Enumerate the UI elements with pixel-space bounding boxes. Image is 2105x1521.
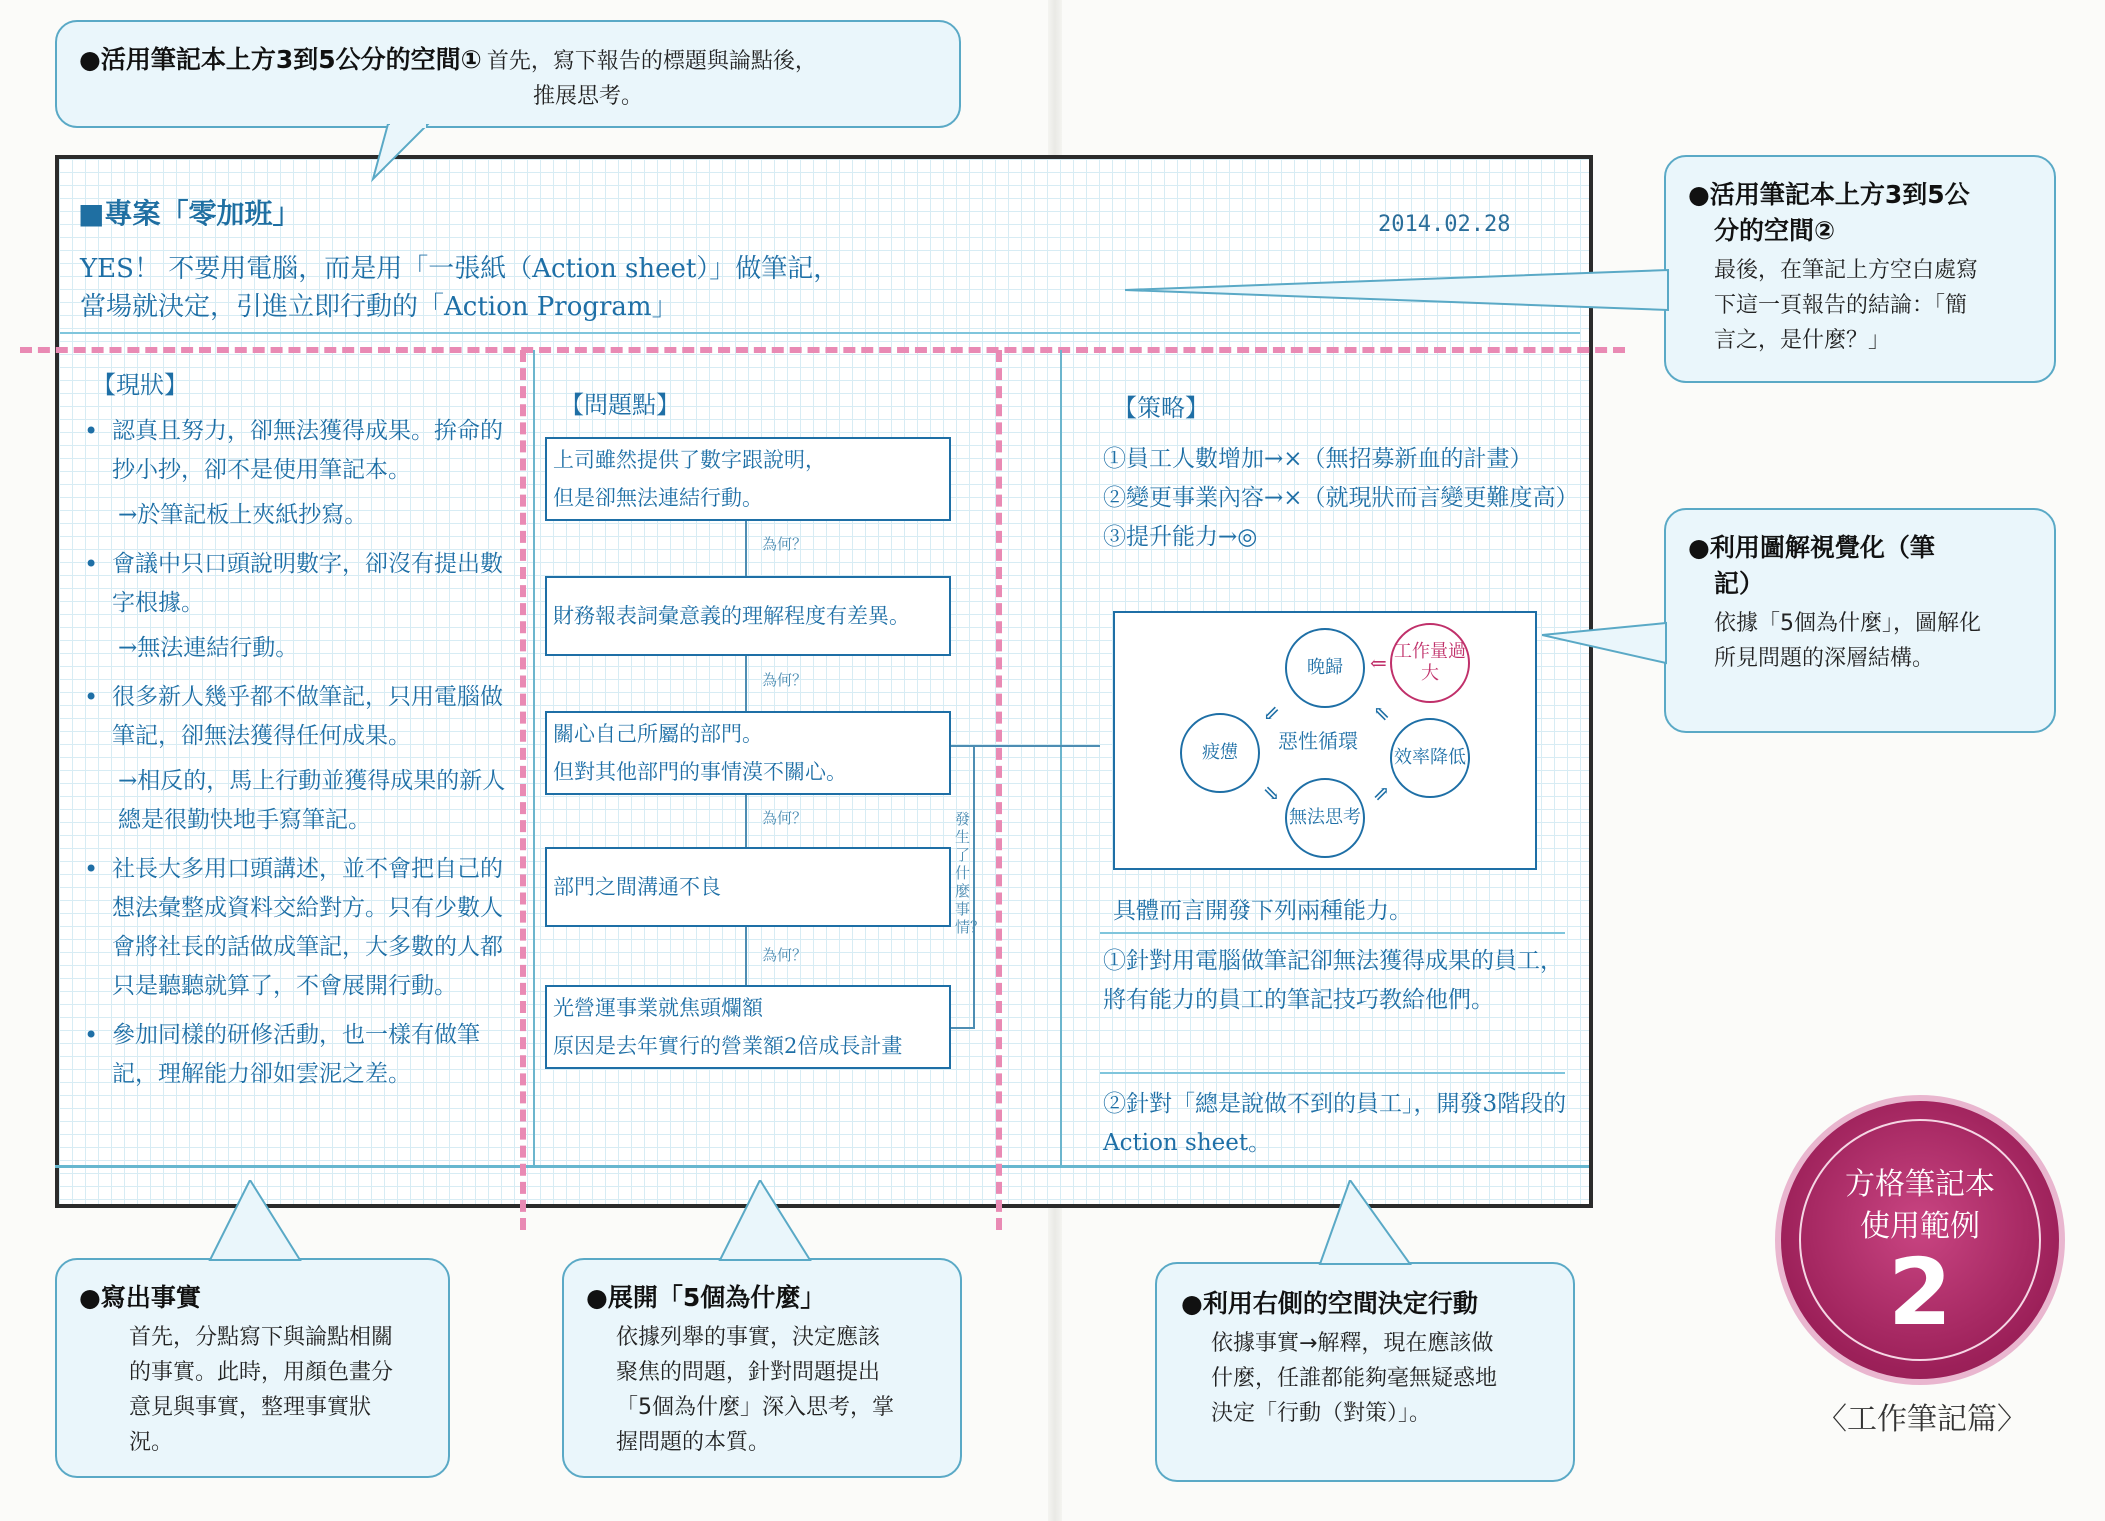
ability-1: ①針對用電腦做筆記卻無法獲得成果的員工，將有能力的員工的筆記技巧教給他們。 bbox=[1103, 948, 1563, 1013]
conclusion-line: 當場就決定，引進立即行動的「Action Program」 bbox=[80, 292, 678, 322]
problem-box-1 bbox=[545, 437, 951, 521]
callout-line: 所見問題的深層結構。 bbox=[1714, 646, 1935, 671]
callout-title: 記） bbox=[1714, 569, 1765, 598]
problem-line: 原因是去年實行的營業額2倍成長計畫 bbox=[553, 1034, 903, 1058]
badge-line-1: 方格筆記本 bbox=[1845, 1167, 1995, 1202]
flow-connector bbox=[745, 927, 747, 985]
problem-line: 但是卻無法連結行動。 bbox=[553, 486, 763, 510]
flow-connector bbox=[745, 656, 747, 711]
callout-line: 什麼，任誰都能夠毫無疑惑地 bbox=[1211, 1366, 1498, 1391]
cycle-node-efficiency: 效率降低 bbox=[1390, 718, 1470, 798]
strategy-heading: 【策略】 bbox=[1113, 394, 1209, 422]
callout-line: 最後，在筆記上方空白處寫 bbox=[1714, 258, 1979, 283]
dashed-divider-left bbox=[520, 350, 526, 1230]
callout-bottom-2-tail bbox=[700, 1180, 830, 1262]
fact-text: 認真且努力，卻無法獲得成果。拚命的抄小抄，卻不是使用筆記本。 bbox=[112, 418, 503, 483]
cycle-arrow-icon: ⇗ bbox=[1373, 781, 1390, 805]
badge-line-2: 使用範例 bbox=[1860, 1209, 1980, 1244]
callout-title: ●活用筆記本上方3到5公 bbox=[1688, 180, 1970, 209]
flow-connector bbox=[745, 521, 747, 576]
page-bottom-line bbox=[55, 1165, 1589, 1168]
callout-line: 決定「行動（對策）」。 bbox=[1211, 1401, 1432, 1426]
callout-line: 意見與事實，整理事實狀 bbox=[129, 1395, 372, 1420]
callout-title: ●利用圖解視覺化（筆 bbox=[1688, 533, 1935, 562]
callout-line: 下這一頁報告的結論：「簡 bbox=[1714, 293, 1968, 318]
callout-right-1 bbox=[1664, 155, 2056, 383]
ability-rule bbox=[1100, 1072, 1565, 1074]
callout-line: 況。 bbox=[129, 1430, 174, 1455]
strategy-item: ②變更事業內容→×（就現狀而言變更難度高） bbox=[1103, 485, 1579, 511]
problem-line: 部門之間溝通不良 bbox=[553, 875, 721, 899]
callout-title: ●展開「5個為什麼」 bbox=[586, 1283, 826, 1312]
cycle-center-label: 惡性循環 bbox=[1278, 729, 1358, 753]
arrow-to-strategy bbox=[975, 745, 1100, 747]
callout-body bbox=[1181, 1326, 1549, 1431]
fact-text: 參加同樣的研修活動，也一樣有做筆記，理解能力卻如雲泥之差。 bbox=[112, 1022, 480, 1087]
side-note: 發生了什麼事情？ bbox=[955, 810, 986, 936]
cycle-arrow-icon: ⇖ bbox=[1373, 701, 1390, 725]
callout-line: 「5個為什麼」深入思考，掌 bbox=[616, 1395, 894, 1420]
callout-right-2 bbox=[1664, 508, 2056, 733]
callout-body bbox=[1688, 606, 2032, 676]
callout-line: 依據「5個為什麼」，圖解化 bbox=[1714, 611, 1981, 636]
callout-bottom-2 bbox=[562, 1258, 962, 1478]
callout-top-tail bbox=[368, 124, 448, 184]
project-title: ■專案「零加班」 bbox=[78, 197, 301, 230]
cycle-node-late: 晚歸 bbox=[1285, 628, 1365, 708]
list-item: • 會議中只口頭說明數字，卻沒有提出數字根據。 →無法連結行動。 bbox=[80, 545, 512, 668]
cycle-node-cannot-think: 無法思考 bbox=[1285, 778, 1365, 858]
callout-line: 握問題的本質。 bbox=[616, 1430, 771, 1455]
callout-body bbox=[586, 1320, 938, 1460]
cycle-arrow-icon: ⇘ bbox=[1263, 781, 1280, 805]
fact-sub: →無法連結行動。 bbox=[118, 635, 299, 661]
callout-title: ●寫出事實 bbox=[79, 1283, 201, 1312]
callout-bottom-1-tail bbox=[190, 1180, 320, 1262]
note-date: 2014.02.28 bbox=[1378, 212, 1511, 237]
vicious-cycle-diagram bbox=[1113, 611, 1537, 870]
callout-bottom-3 bbox=[1155, 1262, 1575, 1482]
conclusion-line: YES！ 不要用電腦，而是用「一張紙（Action sheet）」做筆記， bbox=[80, 254, 840, 284]
problem-line: 但對其他部門的事情漠不關心。 bbox=[553, 760, 847, 784]
problem-box-5 bbox=[545, 985, 951, 1069]
problem-box-4 bbox=[545, 847, 951, 927]
problem-line: 光營運事業就焦頭爛額 bbox=[553, 996, 763, 1020]
ability-rule bbox=[1100, 932, 1565, 934]
callout-title: ●活用筆記本上方3到5公分的空間① bbox=[79, 45, 482, 74]
status-list bbox=[80, 412, 512, 1104]
fact-text: 很多新人幾乎都不做筆記，只用電腦做筆記，卻無法獲得任何成果。 bbox=[112, 684, 503, 749]
callout-right-1-tail bbox=[1125, 262, 1670, 322]
cycle-arrow-icon: ⇐ bbox=[1370, 651, 1387, 675]
fact-text: 社長大多用口頭講述，並不會把自己的想法彙整成資料交給對方。只有少數人會將社長的話做成筆記，大多數的人都只是聽聽就算了，不會展開行動。 bbox=[112, 856, 503, 999]
callout-title: ●利用右側的空間決定行動 bbox=[1181, 1289, 1478, 1318]
status-heading: 【現狀】 bbox=[92, 371, 188, 399]
callout-line: 依據事實→解釋，現在應該做 bbox=[1211, 1331, 1494, 1356]
top-dashed-divider bbox=[20, 347, 1625, 353]
problems-heading: 【問題點】 bbox=[560, 391, 680, 419]
why-label: 為何？ bbox=[762, 946, 808, 964]
fact-text: 會議中只口頭說明數字，卻沒有提出數字根據。 bbox=[112, 551, 503, 616]
cycle-arrow-icon: ⇙ bbox=[1263, 701, 1280, 725]
callout-body: 推展思考。 bbox=[532, 84, 643, 109]
problem-line: 財務報表詞彙意義的理解程度有差異。 bbox=[553, 604, 910, 628]
cycle-node-overload: 工作量過大 bbox=[1390, 623, 1470, 703]
callout-body bbox=[79, 1320, 426, 1460]
problem-line: 關心自己所屬的部門。 bbox=[553, 722, 763, 746]
list-item: • 很多新人幾乎都不做筆記，只用電腦做筆記，卻無法獲得任何成果。 →相反的，馬上行動並獲得成果的新人總是很勤快地手寫筆記。 bbox=[80, 678, 512, 840]
top-margin-rule bbox=[60, 332, 1580, 334]
ability-2: ②針對「總是說做不到的員工」，開發3階段的Action sheet。 bbox=[1103, 1091, 1567, 1156]
strategy-item: ①員工人數增加→×（無招募新血的計畫） bbox=[1103, 446, 1533, 472]
callout-body bbox=[1688, 253, 2032, 358]
fact-sub: →相反的，馬上行動並獲得成果的新人總是很勤快地手寫筆記。 bbox=[118, 768, 506, 833]
cycle-node-fatigue: 疲憊 bbox=[1180, 713, 1260, 793]
badge-subtitle: 〈工作筆記篇〉 bbox=[1817, 1402, 2027, 1437]
column-rule-2 bbox=[1060, 350, 1062, 1165]
badge-number: 2 bbox=[1887, 1239, 1952, 1346]
flow-connector bbox=[745, 795, 747, 847]
callout-line: 聚焦的問題，針對問題提出 bbox=[616, 1360, 881, 1385]
why-label: 為何？ bbox=[762, 671, 808, 689]
problem-box-2 bbox=[545, 576, 951, 656]
conclusion-text bbox=[80, 250, 839, 326]
callout-top bbox=[55, 20, 961, 128]
callout-right-2-tail bbox=[1542, 615, 1668, 675]
callout-line: 的事實。此時，用顏色畫分 bbox=[129, 1360, 394, 1385]
column-rule-1 bbox=[533, 350, 535, 1165]
callout-body: 首先，寫下報告的標題與論點後， bbox=[486, 49, 817, 74]
callout-line: 首先，分點寫下與論點相關 bbox=[129, 1325, 394, 1350]
dashed-divider-right bbox=[996, 350, 1002, 1230]
fact-sub: →於筆記板上夾紙抄寫。 bbox=[118, 502, 368, 528]
list-item: • 社長大多用口頭講述，並不會把自己的想法彙整成資料交給對方。只有少數人會將社長的話做成筆記，大多數的人都只是聽聽就算了，不會展開行動。 bbox=[84, 855, 503, 999]
why-label: 為何？ bbox=[762, 535, 808, 553]
strategy-item: ③提升能力→◎ bbox=[1103, 524, 1258, 550]
problem-box-3 bbox=[545, 711, 951, 795]
strategy-list bbox=[1103, 440, 1583, 557]
callout-line: 依據列舉的事實，決定應該 bbox=[616, 1325, 881, 1350]
list-item: • 參加同樣的研修活動，也一樣有做筆記，理解能力卻如雲泥之差。 bbox=[84, 1021, 480, 1087]
list-item: • 認真且努力，卻無法獲得成果。拚命的抄小抄，卻不是使用筆記本。 →於筆記板上夾紙抄寫。 bbox=[80, 412, 512, 535]
callout-bottom-1 bbox=[55, 1258, 450, 1478]
callout-bottom-3-tail bbox=[1300, 1180, 1430, 1266]
example-badge bbox=[1775, 1095, 2065, 1385]
develop-text: 具體而言開發下列兩種能力。 bbox=[1113, 898, 1412, 924]
callout-line: 言之，是什麼？」 bbox=[1714, 328, 1891, 353]
problem-line: 上司雖然提供了數字跟說明， bbox=[553, 448, 826, 472]
callout-title: 分的空間② bbox=[1714, 216, 1836, 245]
why-label: 為何？ bbox=[762, 809, 808, 827]
